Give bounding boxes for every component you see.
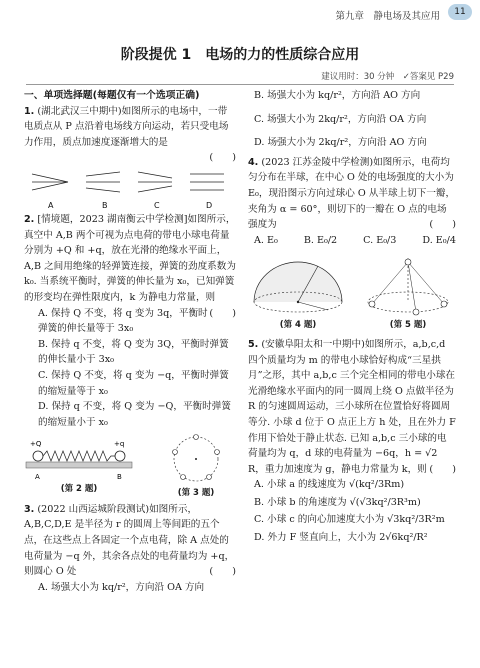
left-column: [24, 88, 236, 595]
q2-option-c: C. 保持 Q 不变，将 q 变为 −q，平衡时弹簧的缩短量等于 x₀: [38, 369, 229, 397]
page-title: 阶段提优 1 电场的力的性质综合应用: [120, 47, 360, 63]
question-1: 1. (湖北武汉三中期中)如图所示的电场中，一带电质点从 P 点沿着电场线方向运动，若只受电场力作用，质点加速度逐渐增大的是: [24, 105, 229, 148]
question-1-option-labels: [48, 201, 212, 210]
page-number: 11: [448, 4, 472, 20]
question-3: 3. (2022 山西运城阶段测试)如图所示，A,B,C,D,E 是半径为 r 的圆周上等间距的五个点，在这些点上各固定一个点电荷，除 A 点处的电荷量为 −q 外，其余各点处的电荷量均为 +q，则圆心 O 处 ( ): [24, 502, 236, 580]
time-answer-note: 建议用时：30 分钟 ✓答案见 P29: [321, 72, 454, 82]
page-header: [0, 0, 480, 30]
q4-option-c: C. E₀/3: [363, 234, 397, 246]
caption-q5: (第 5 题): [389, 320, 427, 331]
question-5-bracket: ( ): [429, 463, 456, 475]
fig1-label-b: B: [102, 200, 108, 210]
question-1-bracket: ( ): [209, 152, 236, 164]
question-5-stem: (安徽阜阳太和一中期中)如图所示，a,b,c,d 四个质量均为 m 的带电小球恰好构成“三星拱月”之形，其中 a,b,c 三个完全相同的带电小球在光滑绝缘水平面内的同一圆周上绕 O 点做半径为 R 的匀速圆周运动，三小球所在位置恰好将圆周等分. 小球 d 位于 O 点正上方 h 处，且在外力 F 作用下恰处于静止状态. 已知 a,b,c 三小球的电荷量均为 q，d 球的电荷量为 −6q，h = √2 R，重力加速度为 g，静电力常量为 k，则: [248, 338, 456, 475]
q5-option-a: A. 小球 a 的线速度为 √(kq²/3Rm): [254, 479, 405, 491]
q2-option-a: A. 保持 Q 不变，将 q 变为 3q，平衡时弹簧的伸长量等于 3x₀: [38, 307, 208, 335]
q4-option-a: A. E₀: [254, 234, 278, 246]
spring-figure: [24, 432, 134, 482]
pentagon-circle-figure: [156, 432, 236, 486]
caption-q3: (第 3 题): [177, 488, 215, 499]
question-2-bracket: ( ): [209, 307, 236, 319]
question-2-stem: [情境题，2023 湖南衡云中学检测]如图所示，真空中 A,B 两个可视为点电荷的带电小球电荷量分别为 +Q 和 +q，放在光滑的绝缘水平面上，A,B 之间用绝缘的轻弹簧连接，弹簧的劲度系数为 k₀. 当系统平衡时，弹簧的伸长量为 x₀，已知弹簧的形变均在弹性限度内，k 为静电力常量，则: [24, 213, 236, 303]
fig2-label-a: A: [35, 473, 40, 482]
question-2: 2. [情境题，2023 湖南衡云中学检测]如图所示，真空中 A,B 两个可视为点电荷的带电小球电荷量分别为 +Q 和 +q，放在光滑的绝缘水平面上，A,B 之间用绝缘的轻弹簧连接，弹簧的劲度系数为 k₀. 当系统平衡时，弹簧的伸长量为 x₀，已知弹簧的形变均在弹性限度内，k 为静电力常量，则 ( ): [24, 212, 236, 306]
q4-options: [248, 233, 456, 249]
right-column: [248, 88, 456, 546]
question-3-stem: (2022 山西运城阶段测试)如图所示，A,B,C,D,E 是半径为 r 的圆周上等间距的五个点，在这些点上各固定一个点电荷，除 A 点处的电荷量为 −q 外，其余各点处的电荷量均为 +q，则圆心 O 处: [24, 503, 235, 578]
question-1-figure: [24, 166, 236, 212]
fig1-label-a: A: [48, 200, 54, 210]
q3-option-a: A. 场强大小为 kq/r²，方向沿 OA 方向: [38, 581, 205, 593]
q2-option-d: D. 保持 q 不变，将 Q 变为 −Q，平衡时弹簧的缩短量小于 x₀: [38, 401, 231, 428]
chapter-title: 第九章 静电场及其应用: [335, 11, 440, 22]
question-5: 5. (安徽阜阳太和一中期中)如图所示，a,b,c,d 四个质量均为 m 的带电小球恰好构成“三星拱月”之形，其中 a,b,c 三个完全相同的带电小球在光滑绝缘水平面内的同一圆周上绕 O 点做半径为 R 的匀速圆周运动，三小球所在位置恰好将圆周等分. 小球 d 位于 O 点正上方 h 处，且在外力 F 作用下恰处于静止状态. 已知 a,b,c 三小球的电荷量均为 q，d 球的电荷量为 −6q，h = √2 R，重力加速度为 g，静电力常量为 k，则 ( ): [248, 337, 456, 477]
question-4: 4. (2023 江苏金陵中学检测)如图所示，电荷均匀分布在半球，在中心 O 处的电场强度的大小为 E₀，现沿图示方向过球心 O 从半球上切下一瓣，夹角为 α = 60°，则切下的一瓣在 O 点的电场强度为 ( ): [248, 155, 456, 233]
q4-option-d: D. E₀/4: [422, 234, 456, 246]
question-1-stem: (湖北武汉三中期中)如图所示的电场中，一带电质点从 P 点沿着电场线方向运动，若只受电场力作用，质点加速度逐渐增大的是: [24, 105, 229, 148]
question-3-bracket: ( ): [209, 566, 236, 578]
q4-q5-figures: [248, 252, 456, 334]
fig2-label-q-big: +Q: [30, 440, 42, 449]
fig2-label-b: B: [117, 473, 122, 482]
q3-option-d: D. 场强大小为 2kq/r²，方向沿 AO 方向: [254, 137, 427, 149]
q2-option-b: B. 保持 q 不变，将 Q 变为 3Q，平衡时弹簧的伸长量小于 3x₀: [38, 338, 229, 366]
q5-option-c: C. 小球 c 的向心加速度大小为 √3kq²/3R²m: [254, 514, 445, 526]
q3-option-c: C. 场强大小为 2kq/r²，方向沿 OA 方向: [254, 113, 427, 125]
q2-q3-figures: [24, 432, 236, 502]
hemisphere-figure: [248, 252, 348, 318]
q4-option-b: B. E₀/2: [303, 234, 338, 246]
question-4-bracket: ( ): [429, 219, 456, 231]
q3-option-b: B. 场强大小为 kq/r²，方向沿 AO 方向: [254, 90, 421, 101]
question-4-stem: (2023 江苏金陵中学检测)如图所示，电荷均匀分布在半球，在中心 O 处的电场强度的大小为 E₀，现沿图示方向过球心 O 从半球上切下一瓣，夹角为 α = 60°，则切下的一瓣在 O 点的电场强度为: [248, 156, 456, 231]
title-divider: [26, 84, 454, 85]
caption-q2: (第 2 题): [60, 484, 98, 495]
q5-option-d: D. 外力 F 竖直向上，大小为 2√6kq²/R²: [254, 532, 428, 544]
fig2-label-q-small: +q: [114, 440, 125, 449]
q5-option-b: B. 小球 b 的角速度为 √(√3kq²/3R³m): [254, 496, 421, 508]
three-star-figure: [360, 252, 456, 318]
caption-q4: (第 4 题): [279, 320, 317, 331]
section-heading: 一、单项选择题(每题仅有一个选项正确): [24, 90, 200, 101]
fig1-label-c: C: [154, 200, 160, 210]
fig1-label-d: D: [206, 200, 213, 210]
